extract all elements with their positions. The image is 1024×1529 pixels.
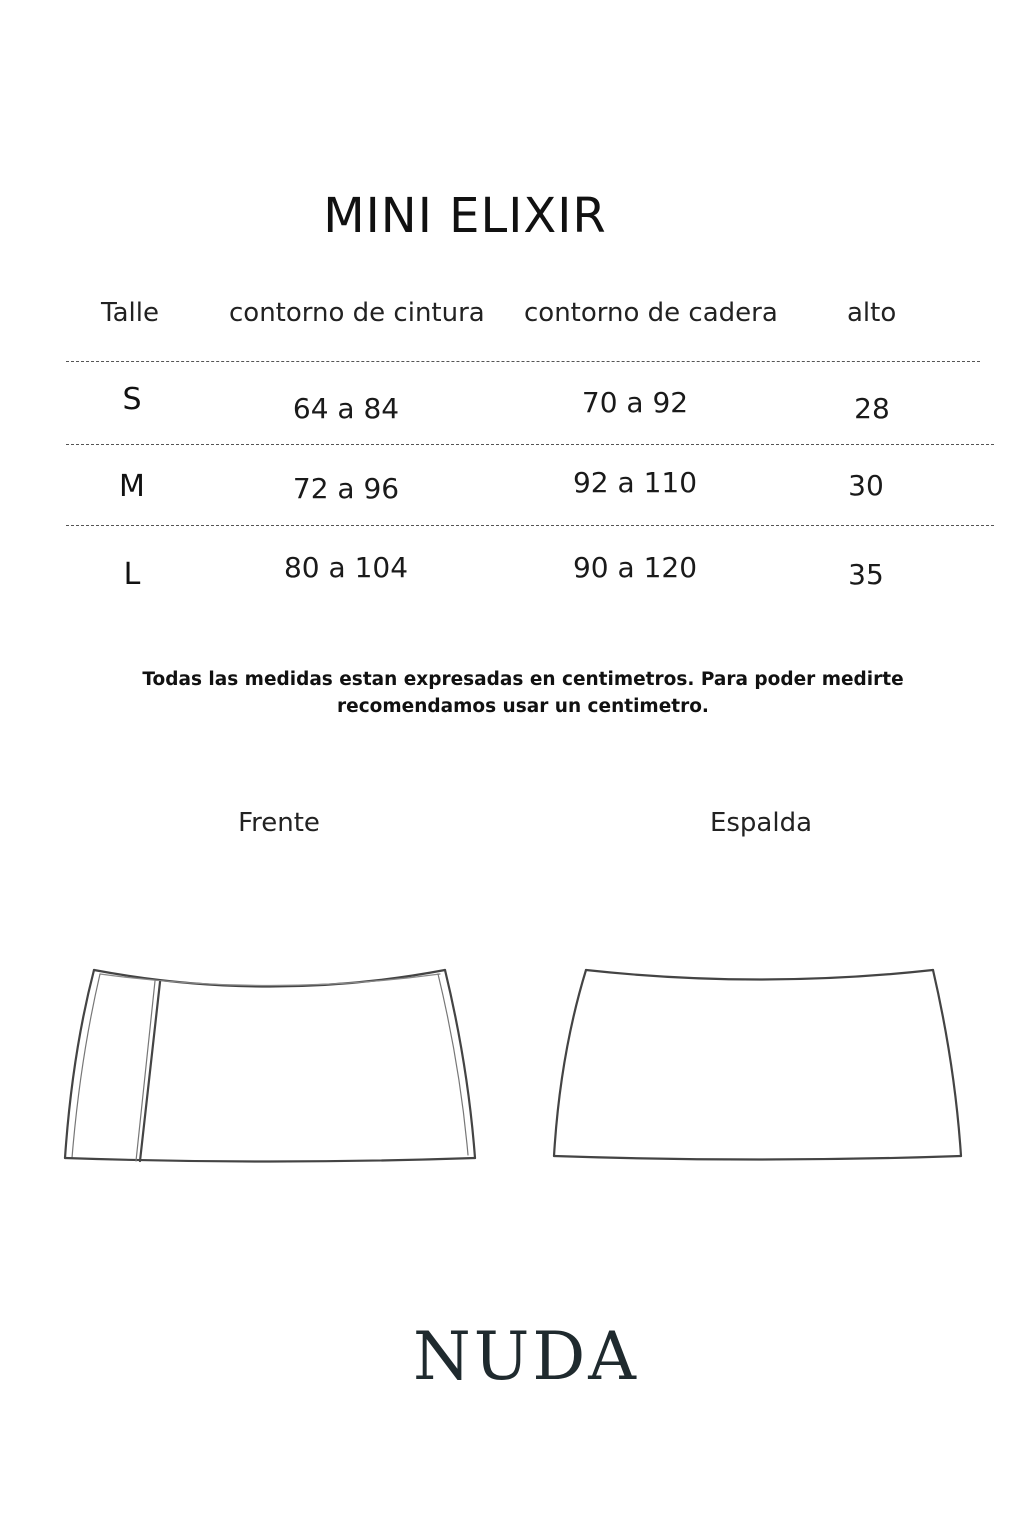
header-hip: contorno de cadera (524, 298, 778, 328)
size-label-l: L (123, 557, 141, 592)
table-divider (66, 361, 980, 362)
skirt-front-illustration (60, 965, 480, 1170)
size-label-m: M (119, 469, 145, 504)
hip-value-s: 70 a 92 (581, 386, 689, 419)
height-value-m: 30 (848, 469, 884, 502)
brand-logo: NUDA (413, 1318, 639, 1395)
hip-value-m: 92 a 110 (572, 466, 698, 499)
header-height: alto (847, 298, 897, 328)
back-view-label: Espalda (709, 808, 813, 838)
measurement-note (120, 666, 926, 720)
table-divider (66, 444, 994, 445)
waist-value-m: 72 a 96 (292, 472, 400, 505)
front-view-label: Frente (238, 808, 320, 838)
size-label-s: S (122, 382, 142, 417)
height-value-s: 28 (854, 392, 890, 425)
note-line-1: Todas las medidas estan expresadas en centimetros. Para poder medirte (142, 669, 904, 690)
product-title: MINI ELIXIR (323, 188, 607, 244)
header-waist: contorno de cintura (229, 298, 485, 328)
waist-value-s: 64 a 84 (292, 392, 400, 425)
hip-value-l: 90 a 120 (572, 551, 698, 584)
waist-value-l: 80 a 104 (283, 551, 409, 584)
height-value-l: 35 (848, 558, 884, 591)
table-divider (66, 525, 994, 526)
header-size: Talle (101, 298, 159, 328)
skirt-back-illustration (550, 965, 970, 1170)
note-line-2: recomendamos usar un centimetro. (337, 696, 709, 717)
